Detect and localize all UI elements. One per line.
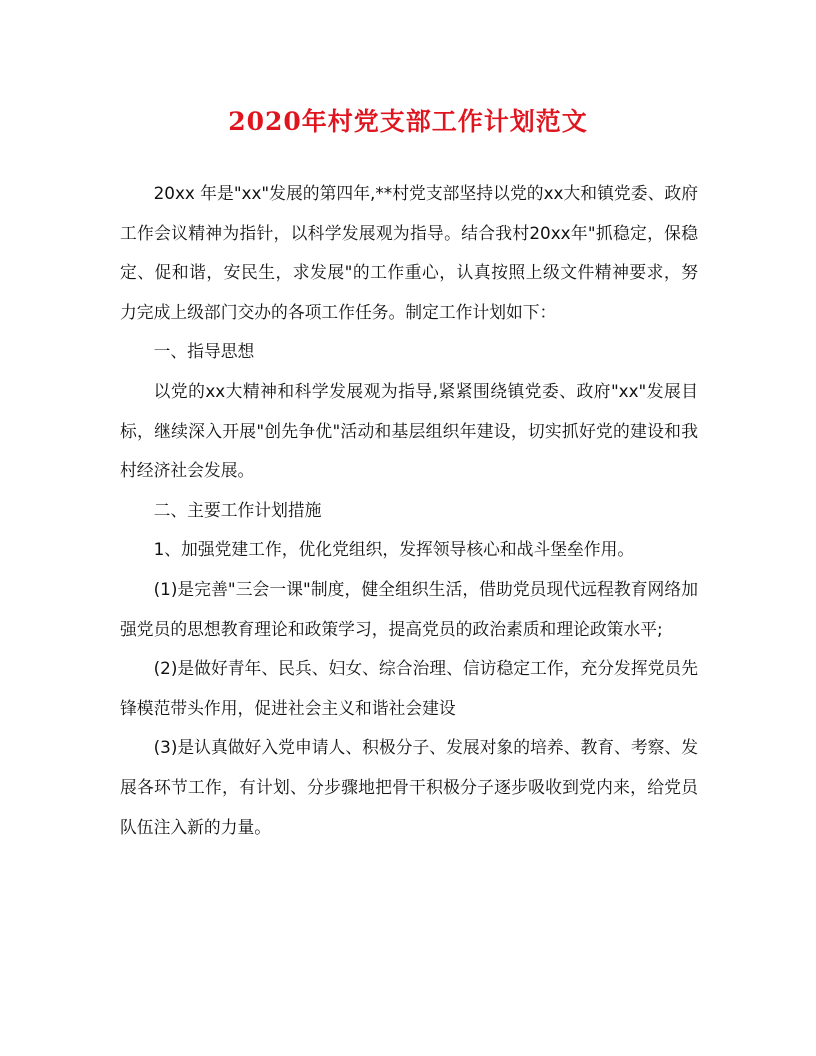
- paragraph-intro: 20xx 年是"xx"发展的第四年,**村党支部坚持以党的xx大和镇党委、政府工作会议精神为指针，以科学发展观为指导。结合我村20xx年"抓稳定，保稳定、促和谐，安民生，求发展"的工作重心，认真按照上级文件精神要求，努力完成上级部门交办的各项工作任务。制定工作计划如下：: [120, 183, 698, 322]
- heading-main-measures: 二、主要工作计划措施: [153, 499, 322, 520]
- paragraph-measure-1-item-3: (3)是认真做好入党申请人、积极分子、发展对象的培养、教育、考察、发展各环节工作，有计划、分步骤地把骨干积极分子逐步吸收到党内来，给党员队伍注入新的力量。: [120, 737, 698, 837]
- document-title: 2020年村党支部工作计划范文: [228, 107, 588, 136]
- paragraph-guiding-thought: 以党的xx大精神和科学发展观为指导,紧紧围绕镇党委、政府"xx"发展目标，继续深入开展"创先争优"活动和基层组织年建设，切实抓好党的建设和我村经济社会发展。: [120, 380, 698, 481]
- document-body: [120, 174, 698, 847]
- paragraph-measure-1-item-2: (2)是做好青年、民兵、妇女、综合治理、信访稳定工作，充分发挥党员先锋模范带头作用，促进社会主义和谐社会建设: [120, 658, 698, 718]
- heading-guiding-thought: 一、指导思想: [153, 341, 255, 362]
- paragraph-measure-1: 1、加强党建工作，优化党组织，发挥领导核心和战斗堡垒作用。: [153, 539, 635, 560]
- paragraph-measure-1-item-1: (1)是完善"三会一课"制度，健全组织生活，借助党员现代远程教育网络加强党员的思想教育理论和政策学习，提高党员的政治素质和理论政策水平;: [120, 578, 698, 639]
